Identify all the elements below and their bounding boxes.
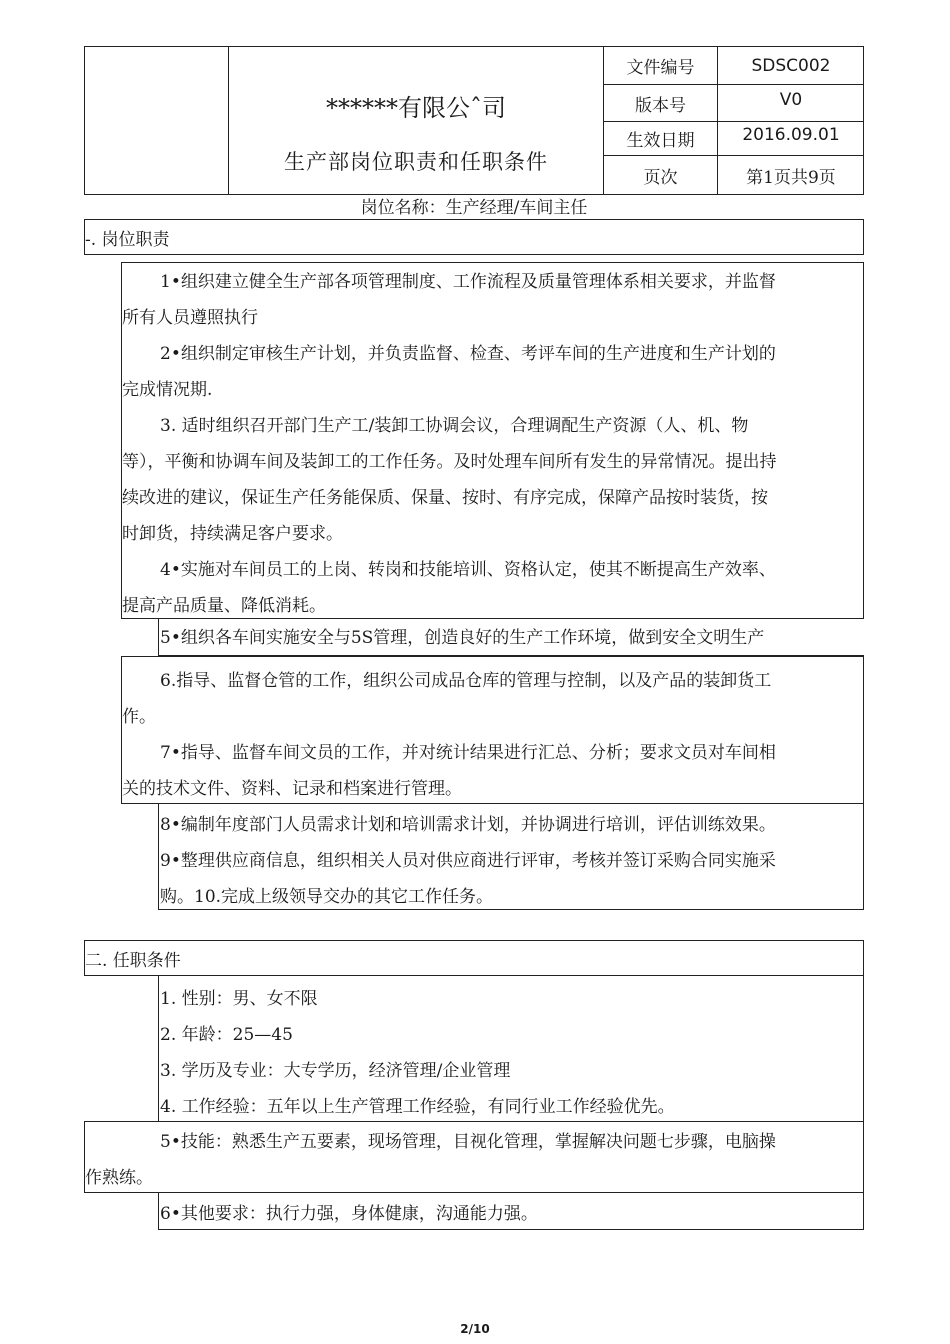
- meta-value-version: V0: [779, 90, 803, 110]
- meta-label-effective-date: 生效日期: [626, 131, 695, 151]
- duty-9-line-1: 9•整理供应商信息，组织相关人员对供应商进行评审，考核并签订采购合同实施采: [160, 851, 776, 871]
- duty-3-line-2: 等），平衡和协调车间及装卸工的工作任务。及时处理车间所有发生的异常情况。提出持: [122, 452, 777, 472]
- duty-2-line-1: 2•组织制定审核生产计划，并负责监督、检查、考评车间的生产进度和生产计划的: [160, 344, 776, 364]
- meta-value-page: 第1页共9页: [746, 168, 836, 188]
- meta-label-version: 版本号: [635, 95, 686, 116]
- meta-value-file-no: SDSC002: [751, 55, 831, 76]
- requirement-5-line-2: 作熟练。: [85, 1168, 153, 1188]
- logo-cell: [84, 46, 229, 195]
- meta-value-effective-date: 2016.09.01: [742, 125, 840, 145]
- duty-6-line-2: 作。: [122, 707, 156, 727]
- requirement-4: 4. 工作经验：五年以上生产管理工作经验，有同行业工作经验优先。: [160, 1097, 675, 1117]
- duty-3-line-3: 续改进的建议，保证生产任务能保质、保量、按时、有序完成，保障产品按时装货，按: [122, 488, 768, 508]
- duty-6-line-1: 6.指导、监督仓管的工作，组织公司成品仓库的管理与控制，以及产品的装卸货工: [160, 671, 772, 691]
- duty-7-line-2: 关的技术文件、资料、记录和档案进行管理。: [122, 779, 462, 799]
- requirement-5-line-1: 5•技能：熟悉生产五要素，现场管理，目视化管理，掌握解决问题七步骤，电脑操: [160, 1132, 776, 1152]
- duty-1-line-2: 所有人员遵照执行: [122, 308, 258, 328]
- section-2-title: 二. 任职条件: [84, 940, 864, 976]
- requirement-1: 1. 性别：男、女不限: [160, 989, 318, 1009]
- duty-3-line-1: 3. 适时组织召开部门生产工/装卸工协调会议，合理调配生产资源（人、机、物: [160, 416, 749, 436]
- duty-5: 5•组织各车间实施安全与5S管理，创造良好的生产工作环境，做到安全文明生产: [160, 628, 765, 648]
- duty-1-line-1: 1•组织建立健全生产部各项管理制度、工作流程及质量管理体系相关要求，并监督: [160, 272, 776, 292]
- requirement-2: 2. 年龄：25—45: [160, 1025, 293, 1045]
- duty-4-line-1: 4•实施对车间员工的上岗、转岗和技能培训、资格认定，使其不断提高生产效率、: [160, 560, 776, 580]
- duty-8: 8•编制年度部门人员需求计划和培训需求计划，并协调进行培训，评估训练效果。: [160, 815, 776, 835]
- page-number: 2/10: [460, 1322, 490, 1336]
- meta-label-page: 页次: [643, 168, 678, 188]
- section-1-title: -. 岗位职责: [84, 219, 864, 255]
- duty-4-line-2: 提高产品质量、降低消耗。: [122, 596, 326, 616]
- company-name: ******有限公ˆ司: [326, 94, 506, 122]
- document-title: 生产部岗位职责和任职条件: [284, 150, 548, 174]
- duty-2-line-2: 完成情况期.: [122, 380, 213, 400]
- duty-7-line-1: 7•指导、监督车间文员的工作，并对统计结果进行汇总、分析；要求文员对车间相: [160, 743, 776, 763]
- position-title: 岗位名称：生产经理/车间主任: [360, 198, 588, 218]
- duty-9-line-2: 购。10.完成上级领导交办的其它工作任务。: [160, 887, 494, 907]
- duty-3-line-4: 时卸货，持续满足客户要求。: [122, 524, 343, 544]
- requirement-3: 3. 学历及专业：大专学历，经济管理/企业管理: [160, 1061, 511, 1081]
- meta-label-file-no: 文件编号: [626, 58, 695, 78]
- requirement-6: 6•其他要求：执行力强，身体健康，沟通能力强。: [160, 1204, 538, 1224]
